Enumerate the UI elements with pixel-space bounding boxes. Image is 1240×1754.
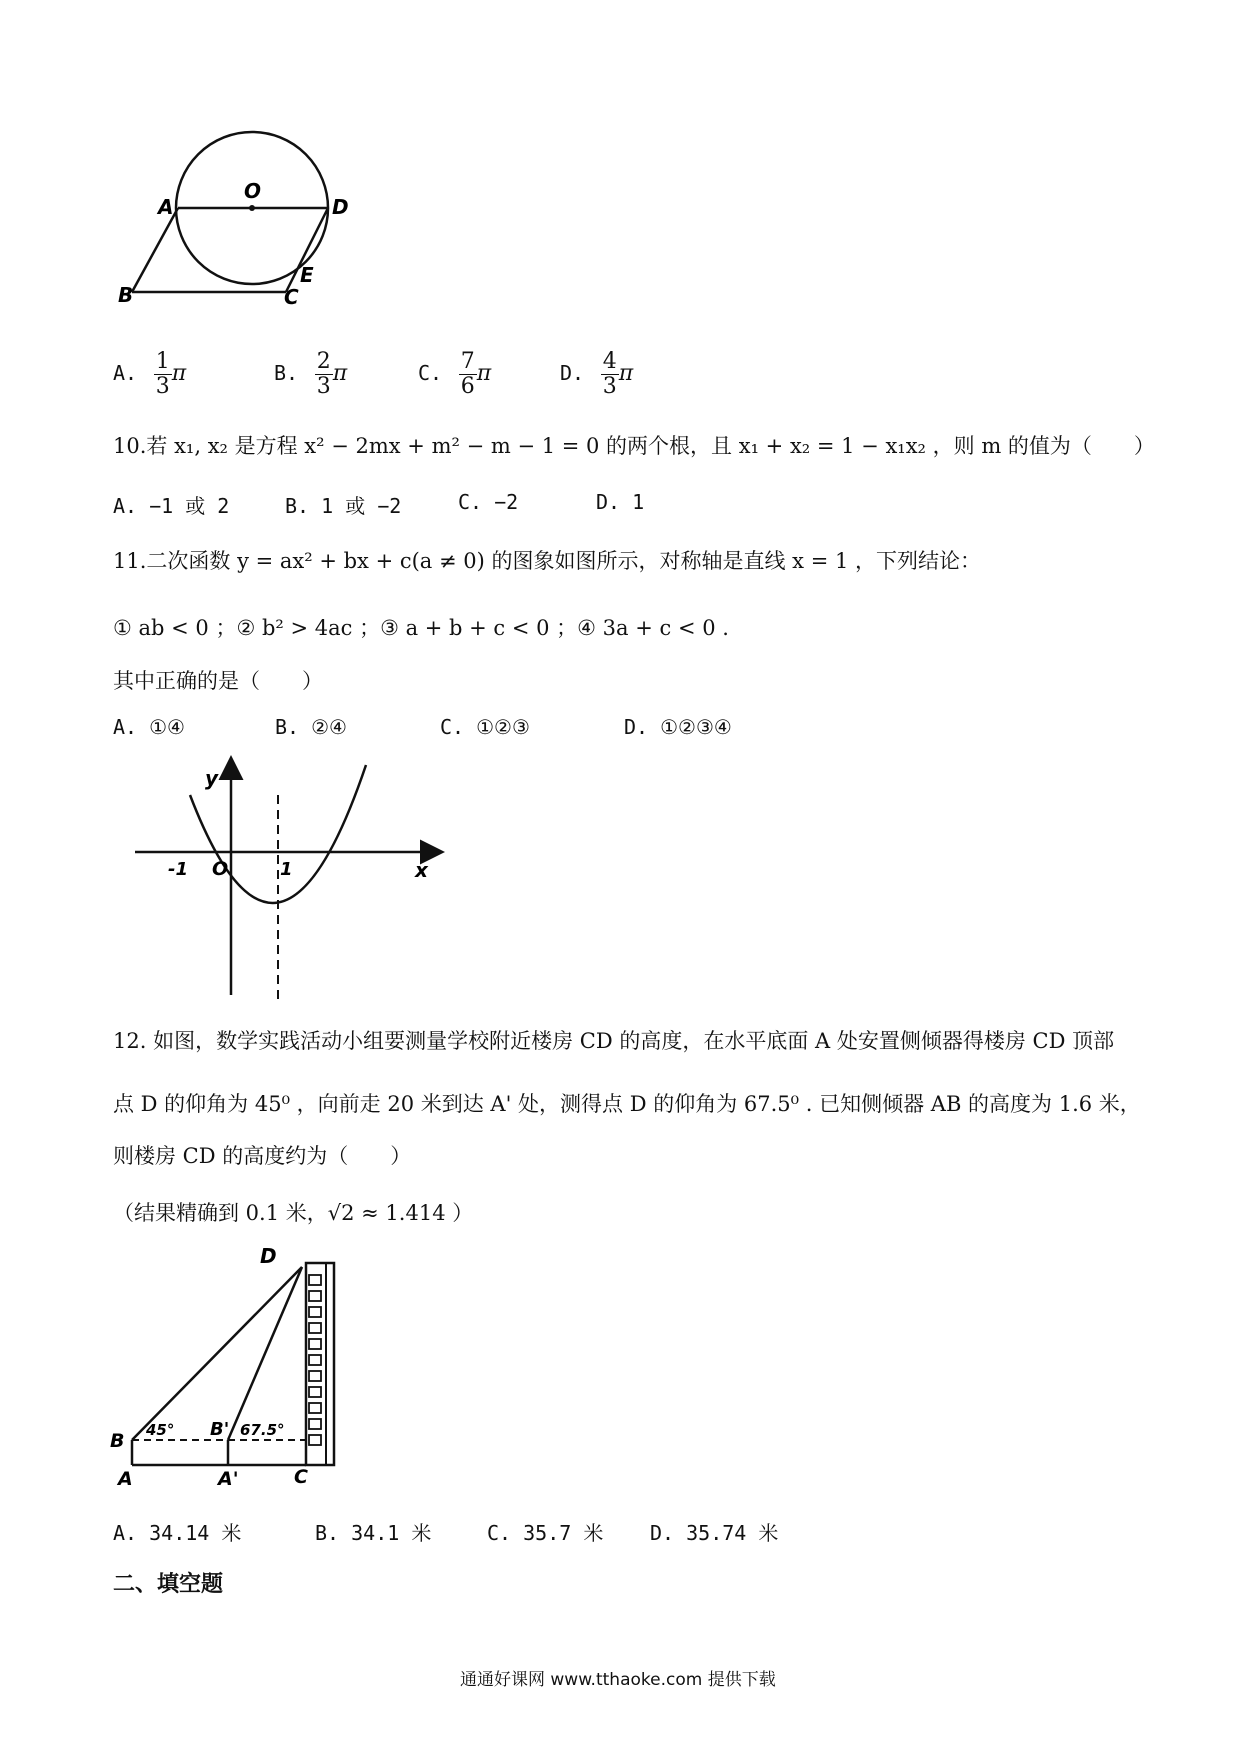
label-a: A [118,1468,133,1490]
center-dot [249,205,255,211]
page-footer: 通通好课网 www.tthaoke.com 提供下载 [460,1670,776,1690]
label-x: x [415,858,428,882]
fraction [154,350,172,399]
label-y: y [205,766,219,790]
pi-symbol: π [332,361,348,386]
numerator: 4 [602,349,617,374]
q11-option-c[interactable]: C. ①②③ [440,715,530,739]
section-heading: 二、填空题 [113,1572,224,1597]
angle-67-5: 67.5° [240,1421,285,1439]
q9-option-d[interactable] [560,350,633,399]
label-neg1: -1 [168,859,188,880]
side-ab [132,208,178,292]
q11-option-d[interactable]: D. ①②③④ [624,715,732,739]
option-letter: C. [418,361,443,385]
q11-stem [113,545,981,575]
label-b-prime: B' [210,1419,230,1440]
q10-stem [113,430,1155,460]
q11-option-a[interactable]: A. ①④ [113,715,185,739]
label-a: A [158,195,174,219]
denominator: 3 [602,374,617,399]
q11-option-b[interactable]: B. ②④ [275,715,347,739]
q12-option-a[interactable]: A. 34.14 米 [113,1521,242,1545]
numerator: 1 [155,349,170,374]
fraction [601,350,619,399]
q11-parabola-figure [130,755,450,1005]
label-c: C [284,285,299,309]
fraction [459,350,477,399]
q9-figure [120,110,380,310]
q10-option-c[interactable]: C. −2 [458,490,519,514]
q12-option-b[interactable]: B. 34.1 米 [315,1521,432,1545]
q12-option-d[interactable]: D. 35.74 米 [650,1521,779,1545]
pi-symbol: π [618,361,634,386]
option-letter: B. [274,361,299,385]
label-e: E [300,263,314,287]
question-text: 二次函数 y = ax² + bx + c(a ≠ 0) 的图象如图所示，对称轴是直线 x = 1 ，下列结论： [146,549,982,573]
q12-option-c[interactable]: C. 35.7 米 [487,1521,604,1545]
label-one: 1 [280,859,293,880]
q12-building-figure [110,1244,370,1490]
fraction [315,350,333,399]
sight-line-bd [132,1267,302,1440]
q12-line3: 则楼房 CD 的高度约为（ ） [113,1144,412,1168]
label-o: O [244,179,262,203]
label-a-prime: A' [218,1468,239,1490]
label-b: B [118,283,134,307]
denominator: 3 [155,374,170,399]
q12-line1: 12. 如图，数学实践活动小组要测量学校附近楼房 CD 的高度，在水平底面 A 处安置侧倾器得楼房 CD 顶部 [113,1029,1115,1053]
q10-option-b[interactable]: B. 1 或 −2 [285,494,402,518]
angle-45: 45° [146,1421,175,1439]
question-text: 若 x₁, x₂ 是方程 x² − 2mx + m² − m − 1 = 0 的两个根，且 x₁ + x₂ = 1 − x₁x₂ ，则 m 的值为（ ） [146,434,1155,458]
q10-option-d[interactable]: D. 1 [596,490,645,514]
q10-option-a[interactable]: A. −1 或 2 [113,494,230,518]
option-letter: A. [113,361,138,385]
numerator: 7 [460,349,475,374]
q12-line2: 点 D 的仰角为 45⁰ ，向前走 20 米到达 A' 处，测得点 D 的仰角为 67.5⁰ . 已知侧倾器 AB 的高度为 1.6 米， [113,1092,1141,1116]
q12-line4: （结果精确到 0.1 米，√2 ≈ 1.414 ） [113,1201,474,1225]
q9-option-b[interactable] [274,350,347,399]
q11-conclusions: ① ab < 0 ；② b² > 4ac ；③ a + b + c < 0 ；④ 3a + c < 0 . [113,616,729,640]
label-origin: O [212,858,229,880]
question-number: 10. [113,434,147,458]
label-c: C [294,1466,308,1488]
label-b: B [110,1430,125,1452]
label-d: D [332,195,349,219]
question-number: 11. [113,549,147,573]
q11-question: 其中正确的是（ ） [113,669,323,693]
denominator: 3 [316,374,331,399]
sight-line-b2d [228,1267,302,1440]
pi-symbol: π [476,361,492,386]
denominator: 6 [460,374,475,399]
building-windows [309,1275,321,1445]
q9-option-c[interactable] [418,350,491,399]
pi-symbol: π [171,361,187,386]
option-letter: D. [560,361,585,385]
label-d: D [260,1244,277,1268]
q9-option-a[interactable] [113,350,186,399]
numerator: 2 [316,349,331,374]
